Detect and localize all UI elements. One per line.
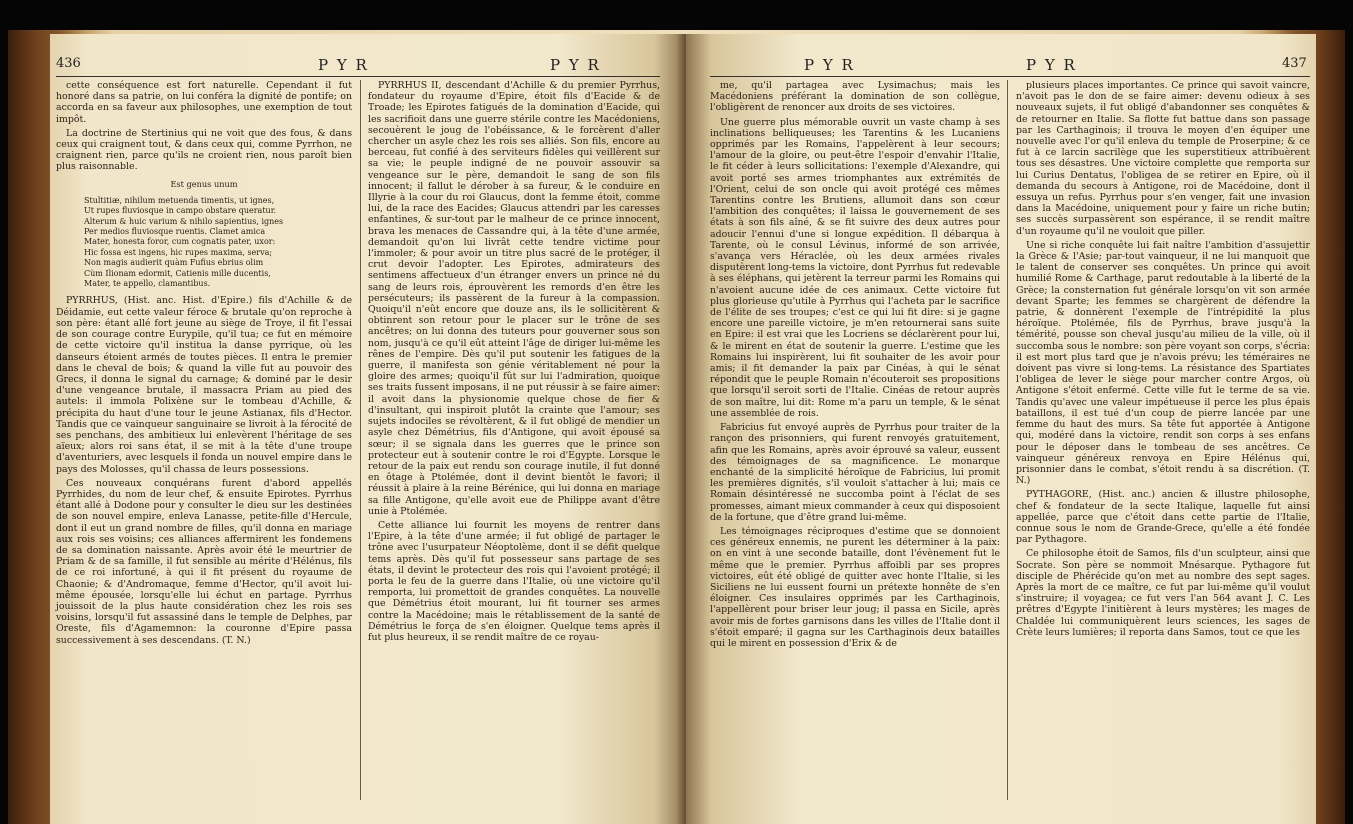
right-page-number: 437 [1282,56,1307,71]
right-running-head-1: P Y R [804,56,855,74]
left-page-number: 436 [56,56,81,71]
verse-line: Non magis audierit quàm Fufius ebrius olim [84,258,264,268]
left-running-head-2: P Y R [550,56,601,74]
paragraph: Une guerre plus mémorable ouvrit un vaste champ à ses inclinations belliqueuses; les Tarentins & les Lucaniens opprimés par les Romains, l'appelèrent à leur secours; l'amour de la gloire, ou peut-être l'espoir d'envahir l'Italie, le fit céder à leurs sollicitations: l'exemple d'Alexandre, qui avoit porté ses armes triomphantes aux extrémités de l'Orient, celui de son oncle qui avoit protégé ces mêmes Tarentins contre les Brutiens, allumoit dans son cœur l'ambition des conquêtes; il laissa le gouvernement de ses états à son fils aîné, & se fit suivre des deux autres pour adoucir l'ennui d'une si longue expédition. Il débarqua à Tarente, où le consul Lévinus, informé de son arrivée, s'avança vers Héraclée, où les deux armées rivales disputèrent long-tems la victoire, dont Pyrrhus fut redevable à ses éléphans, qui jetèrent la terreur parmi les Romains qui n'avoient aucune idée de ces animaux. Cette victoire fut plus glorieuse qu'utile à Pyrrhus qui l'acheta par le sacrifice de l'élite de ses troupes; c'est ce qui lui fit dire: si je gagne encore une pareille victoire, je m'en retournerai sans suite en Epire: il est vrai que les Locriens se déclarèrent pour lui, & le mirent en état de soutenir la guerre. L'estime que les Romains lui inspirèrent, lui fit souhaiter de les avoir pour amis; il fit demander la paix par Cinéas, à qui le sénat répondit que le peuple Romain n'écouteroit ses propositions que lorsqu'il seroit sorti de l'Italie. Cinéas de retour auprès de son maître, lui dit: Rome m'a paru un temple, & le sénat une assemblée de rois. [710,116,1000,419]
paragraph: Fabricius fut envoyé auprès de Pyrrhus pour traiter de la rançon des prisonniers, qui furent renvoyés gratuitement, afin que les Romains, après avoir éprouvé sa valeur, eussent des témoignages de sa magnificence. Le monarque enchanté de la simplicité héroïque de Fabricius, lui promit les premières dignités, s'il vouloit s'attacher à lui; mais ce Romain désintéressé ne succomba point à l'éclat de ses promesses, aimant mieux commander à ceux qui disposoient de la fortune, que d'être grand lui-même. [710,422,1000,523]
paragraph: PYRRHUS II, descendant d'Achille & du premier Pyrrhus, fondateur du royaume d'Epire, étoit fils d'Eacide & de Troade; les Epirotes fatigués de la domination d'Eacide, qui les sacrifioit dans une guerre stérile contre les Macédoniens, secouèrent le joug de l'obéissance, & le forcèrent d'aller chercher un asyle chez les rois ses alliés. Son fils, encore au berceau, fut confié à des serviteurs fidèles qui veillèrent sur sa vie; le peuple indigné de ne pouvoir assouvir sa vengeance sur le père, demandoit le sang de son fils innocent; il fallut le dérober à sa fureur, & le conduire en Illyrie à la cour du roi Glaucus, dont la femme étoit, comme lui, de la race des Eacides; Glaucus attendri par les caresses enfantines, & sur-tout par le malheur de ce prince innocent, brava les menaces de Cassandre qui, à la tête d'une armée, demandoit qu'on lui livrât cette tendre victime pour l'immoler; & pour avoir un titre plus sacré de le protéger, il crut devoir l'adopter. Les Epirotes, admirateurs des sentimens affectueux d'un étranger envers un prince né du sang de leurs rois, éprouvèrent les remords d'en être les persécuteurs; ils passèrent de la fureur à la compassion. Quoiqu'il n'eût encore que douze ans, ils le sollicitèrent & obtinrent son retour pour le placer sur le trône de ses ancêtres; on lui donna des tuteurs pour gouverner sous son nom, jusqu'à ce qu'il eût atteint l'âge de diriger lui-même les rênes de l'empire. Dès qu'il put soutenir les fatigues de la guerre, il manifesta son génie véritablement né pour la gloire des armes; quoiqu'il fût sur lui l'admiration, quoique ses traits fussent imposans, il ne put réussir à se faire aimer: il avoit dans la physionomie quelque chose de fier & d'insultant, qui inspiroit plutôt la crainte que l'amour; ses sujets indociles se révoltèrent, & il fut obligé de mendier un asyle chez Démétrius, fils d'Antigone, qui avoit épousé sa sœur; il se signala dans les guerres que le prince son protecteur eut à soutenir contre le roi d'Egypte. Lorsque le retour de la paix eut rendu son courage inutile, il fut donné en ôtage à Ptolémée, dont il devint bientôt le favori; il réussit à plaire à la reine Bérénice, qui lui donna en mariage sa fille Antigone, qu'elle avoit eue de Philippe avant d'être unie à Ptolémée. [368,80,660,517]
right-column-divider [1007,80,1008,800]
verse-line: Alterum & huic varium & nihilo sapientius, ignes [84,216,284,226]
right-head-rule [710,76,1310,77]
verse-line: Hic fossa est ingens, hic rupes maxima, serva; [84,247,273,257]
paragraph: PYRRHUS, (Hist. anc. Hist. d'Epire.) fils d'Achille & de Déidamie, eut cette valeur féroce & brutale qu'on reproche à son père: étant allé fort jeune au siège de Troye, il fit l'essai de son courage contre Eurypile, qu'il tua; ce fut en mémoire de cette victoire qu'il institua la danse pyrrique, où les danseurs étoient armés de toutes pièces. Il entra le premier dans le cheval de bois; & quand la ville fut au pouvoir des Grecs, il donna le signal du carnage; & dominé par le desir d'une vengeance brutale, il massacra Priam au pied des autels: il immola Polixène sur le tombeau d'Achille, & précipita du haut d'une tour le jeune Astianax, fils d'Hector. Tandis que ce vainqueur sanguinaire se livroit à la férocité de ses penchans, des ambitieux lui enlevèrent l'héritage de ses aïeux; alors roi sans état, il se mit à la tête d'une troupe d'aventuriers, avec lesquels il fonda un nouvel empire dans le pays des Molosses, qu'il chassa de leurs possessions. [56,295,352,475]
paragraph: Les témoignages réciproques d'estime que se donnoient ces généreux ennemis, ne purent les déterminer à la paix: on en vint à une seconde bataille, dont l'évènement fut le même que le premier. Pyrrhus affoibli par ses propres victoires, eût été obligé de quitter avec honte l'Italie, si les Siciliens ne lui eussent fourni un prétexte honnête de s'en éloigner. Ces insulaires opprimés par les Carthaginois, l'appellèrent pour briser leur joug; il passa en Sicile, après avoir mis de fortes garnisons dans les villes de l'Italie dont il s'étoit emparé; il gagna sur les Carthaginois deux batailles qui le mirent en possession d'Erix & de [710,525,1000,649]
paragraph: Une si riche conquête lui fait naître l'ambition d'assujettir la Grèce & l'Asie; par-tout vainqueur, il ne lui manquoit que le talent de conserver ses conquêtes. Un prince qui avoit humilié Rome & Carthage, parut redoutable à la liberté de la Grèce; la consternation fut générale lorsqu'on vit son armée devant Sparte; les femmes se chargèrent de défendre la patrie, & donnèrent l'exemple de l'intrépidité la plus héroïque. Ptolémée, fils de Pyrrhus, brave jusqu'à la témérité, pousse son cheval jusqu'au milieu de la ville, où il succomba sous le nombre: son père voyant son corps, s'écria: il est mort plus tard que je n'avois prévu; les téméraires ne doivent pas vivre si long-tems. La résistance des Spartiates l'obligea de lever le siège pour marcher contre Argos, où Antigone s'étoit enfermé. Cette ville fut le terme de sa vie. Tandis qu'avec une valeur impétueuse il perce les plus épais bataillons, il est tué d'un coup de pierre lancée par une femme du haut des murs. Sa tête fut apportée à Antigone qui, modéré dans la victoire, rendit son corps à ses enfans pour le déposer dans le tombeau de ses ancêtres. Ce vainqueur généreux renvoya en Epire Hélénus qui, prisonnier dans le combat, s'étoit rendu à sa discrétion. (T. N.) [1016,239,1310,487]
verse-line: Stultitiæ, nihilum metuenda timentis, ut ignes, [84,195,275,205]
left-column-1 [56,80,352,649]
paragraph: me, qu'il partagea avec Lysimachus; mais les Macédoniens préférant la domination de son collègue, l'obligèrent de renoncer aux droits de ses victoires. [710,80,1000,114]
verse-line: Cùm Ilionam edormit, Catienis mille ducentis, [84,268,271,278]
verse-line: Per medios fluviosque ruentis. Clamet amica [84,227,266,237]
verse-block [84,196,352,290]
left-page [50,34,686,824]
paragraph: Ce philosophe étoit de Samos, fils d'un sculpteur, ainsi que Socrate. Son père se nommoit Mnésarque. Pythagore fut disciple de Phérécide qu'on met au nombre des sept sages. Après la mort de ce maître, ce fut par lui-même qu'il voulut s'instruire; il voyagea; ce fut vers l'an 564 avant J. C. Les prêtres d'Egypte l'initièrent à leurs mystères; les mages de Chaldée lui communiquèrent leurs sciences, les sages de Crète leurs lumières; il reporta dans Samos, tout ce que les [1016,548,1310,638]
left-head-rule [56,76,660,77]
paragraph: cette conséquence est fort naturelle. Cependant il fut honoré dans sa patrie, on lui conféra la dignité de pontife; on accorda en sa faveur aux philosophes, une exemption de tout impôt. [56,80,352,125]
verse-line: Ut rupes fluviosque in campo obstare queratur. [84,206,277,216]
left-column-divider [360,80,361,800]
paragraph: PYTHAGORE, (Hist. anc.) ancien & illustre philosophe, chef & fondateur de la secte Italique, laquelle fut ainsi appellée, parce que c'étoit dans cette partie de l'Italie, connue sous le nom de Grande-Grece, qu'elle a été fondée par Pythagore. [1016,489,1310,546]
right-column-2 [1016,80,1310,641]
left-column-2 [368,80,660,646]
right-page [686,34,1316,824]
paragraph: La doctrine de Stertinius qui ne voit que des fous, & dans ceux qui craignent tout, & dans ceux qui, comme Pyrrhon, ne craignent rien, parce qu'ils ne croient rien, nous paroît bien plus raisonnable. [56,127,352,173]
verse-title: Est genus unum [170,178,238,189]
right-column-1 [710,80,1000,652]
verse-line: Mater, te appello, clamantibus. [84,279,211,289]
verse-line: Mater, honesta foror, cum cognatis pater, uxor: [84,237,276,247]
paragraph: plusieurs places importantes. Ce prince qui savoit vaincre, n'avoit pas le don de se faire aimer: devenu odieux à ses nouveaux sujets, il fut obligé d'abandonner ses conquêtes & de retourner en Italie. Sa flotte fut battue dans son passage par les Carthaginois; il trouva le moyen d'en équiper une nouvelle avec l'or qu'il enleva du temple de Proserpine; & ce fut à ce larcin sacrilège que les superstitieux attribuèrent tous ses désastres. Une victoire complette que remporta sur lui Curius Dentatus, l'obligea de se retirer en Epire, où il demanda du secours à Antigone, roi de Macédoine, dont il essuya un refus. Pyrrhus pour s'en venger, fait une invasion dans la Macédoine, uniquement pour y faire un riche butin; ses succès surpassèrent son espérance, il se rendit maître d'un royaume qu'il ne vouloit que piller. [1016,80,1310,237]
paragraph: Ces nouveaux conquérans furent d'abord appellés Pyrrhides, du nom de leur chef, & ensuite Epirotes. Pyrrhus étant allé à Dodone pour y consulter le dieu sur les destinées de son nouvel empire, enleva Lanasse, petite-fille d'Hercule, dont il eut un grand nombre de filles, qu'il donna en mariage aux rois ses voisins; ces alliances affermirent les fondemens de sa domination naissante. Après avoir été le meurtrier de Priam & de sa famille, il fut sensible au mérite d'Hélénus, fils de ce roi infortuné, à qui il fit présent du royaume de Chaonie; & d'Andromaque, femme d'Hector, qu'il avoit lui-même épousée, lorsqu'elle lui échut en partage. Pyrrhus jouissoit de la plus haute considération chez les rois ses voisins, lorsqu'il fut assassiné dans le temple de Delphes, par Oreste, fils d'Agamemnon: la couronne d'Epire passa successivement à ses descendans. (T. N.) [56,477,352,646]
left-running-head-1: P Y R [318,56,369,74]
right-running-head-2: P Y R [1026,56,1077,74]
paragraph: Cette alliance lui fournit les moyens de rentrer dans l'Epire, à la tête d'une armée; il fut obligé de partager le trône avec l'usurpateur Néoptolème, dont il se défit quelque tems après. Dès qu'il fut possesseur sans partage de ses états, il devint le protecteur des rois qui l'avoient protégé; il porta le feu de la guerre dans l'Italie, où une victoire qu'il remporta, lui promettoit de grandes conquêtes. La nouvelle que Démétrius étoit mourant, lui fit tourner ses armes contre la Macédoine; mais le rétablissement de la santé de Démétrius le força de s'en éloigner. Quelque tems après il fut plus heureux, il se rendit maître de ce royau- [368,519,660,643]
